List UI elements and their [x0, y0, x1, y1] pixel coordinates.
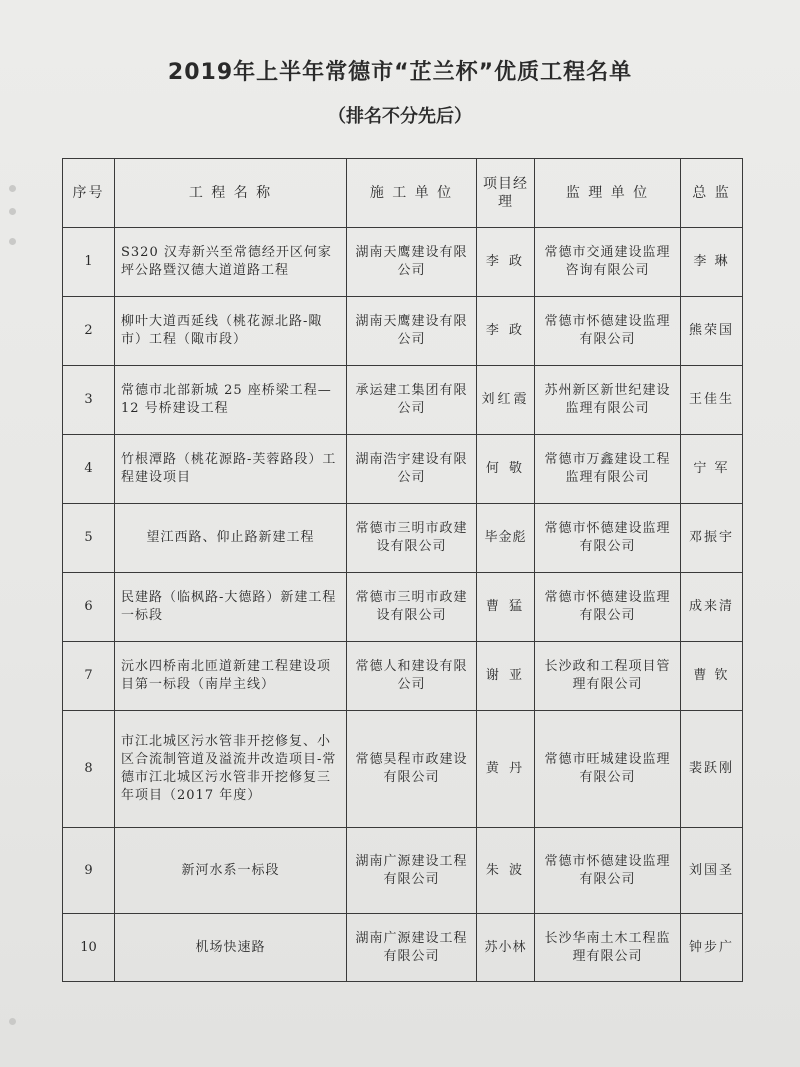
cell-no: 1 — [63, 228, 115, 297]
cell-supervision-unit: 常德市旺城建设监理有限公司 — [535, 711, 681, 828]
punch-hole-mark — [9, 185, 16, 192]
header-chief-supervisor: 总 监 — [681, 159, 743, 228]
header-project-name: 工 程 名 称 — [115, 159, 347, 228]
cell-project-name: 沅水四桥南北匝道新建工程建设项目第一标段（南岸主线） — [115, 642, 347, 711]
cell-construction-unit: 承运建工集团有限公司 — [347, 366, 477, 435]
cell-chief-supervisor: 刘国圣 — [681, 828, 743, 914]
cell-chief-supervisor: 曹 钦 — [681, 642, 743, 711]
cell-supervision-unit: 常德市怀德建设监理有限公司 — [535, 297, 681, 366]
table-row — [63, 573, 743, 642]
cell-chief-supervisor: 邓振宇 — [681, 504, 743, 573]
document-subtitle: （排名不分先后） — [328, 106, 472, 127]
punch-hole-mark — [9, 208, 16, 215]
table-row — [63, 642, 743, 711]
cell-chief-supervisor: 熊荣国 — [681, 297, 743, 366]
cell-supervision-unit: 长沙华南土木工程监理有限公司 — [535, 914, 681, 982]
cell-construction-unit: 常德市三明市政建设有限公司 — [347, 504, 477, 573]
cell-supervision-unit: 常德市怀德建设监理有限公司 — [535, 828, 681, 914]
cell-chief-supervisor: 成来清 — [681, 573, 743, 642]
cell-project-name: 新河水系一标段 — [115, 828, 347, 914]
cell-construction-unit: 常德市三明市政建设有限公司 — [347, 573, 477, 642]
cell-construction-unit: 湖南浩宇建设有限公司 — [347, 435, 477, 504]
cell-construction-unit: 湖南广源建设工程有限公司 — [347, 914, 477, 982]
cell-supervision-unit: 长沙政和工程项目管理有限公司 — [535, 642, 681, 711]
cell-project-manager: 谢 亚 — [477, 642, 535, 711]
punch-hole-mark — [9, 238, 16, 245]
header-no: 序号 — [63, 159, 115, 228]
cell-construction-unit: 湖南天鹰建设有限公司 — [347, 228, 477, 297]
cell-project-manager: 李 政 — [477, 228, 535, 297]
cell-project-name: 竹根潭路（桃花源路-芙蓉路段）工程建设项目 — [115, 435, 347, 504]
cell-no: 7 — [63, 642, 115, 711]
document-title: 2019年上半年常德市“芷兰杯”优质工程名单 — [167, 60, 633, 85]
cell-construction-unit: 常德昊程市政建设有限公司 — [347, 711, 477, 828]
cell-no: 6 — [63, 573, 115, 642]
table-row — [63, 228, 743, 297]
cell-no: 4 — [63, 435, 115, 504]
cell-supervision-unit: 苏州新区新世纪建设监理有限公司 — [535, 366, 681, 435]
cell-project-manager: 朱 波 — [477, 828, 535, 914]
cell-project-name: S320 汉寿新兴至常德经开区何家坪公路暨汉德大道道路工程 — [115, 228, 347, 297]
cell-no: 9 — [63, 828, 115, 914]
cell-project-manager: 刘红霞 — [477, 366, 535, 435]
cell-project-name: 民建路（临枫路-大德路）新建工程一标段 — [115, 573, 347, 642]
cell-supervision-unit: 常德市万鑫建设工程监理有限公司 — [535, 435, 681, 504]
cell-no: 3 — [63, 366, 115, 435]
cell-project-manager: 苏小林 — [477, 914, 535, 982]
cell-chief-supervisor: 王佳生 — [681, 366, 743, 435]
cell-project-name: 常德市北部新城 25 座桥梁工程—12 号桥建设工程 — [115, 366, 347, 435]
header-project-manager: 项目经理 — [477, 159, 535, 228]
header-supervision-unit: 监 理 单 位 — [535, 159, 681, 228]
cell-supervision-unit: 常德市交通建设监理咨询有限公司 — [535, 228, 681, 297]
cell-construction-unit: 湖南天鹰建设有限公司 — [347, 297, 477, 366]
punch-hole-mark — [9, 1018, 16, 1025]
cell-project-name: 机场快速路 — [115, 914, 347, 982]
cell-project-manager: 何 敬 — [477, 435, 535, 504]
cell-project-manager: 黄 丹 — [477, 711, 535, 828]
table-row — [63, 366, 743, 435]
cell-no: 2 — [63, 297, 115, 366]
cell-no: 5 — [63, 504, 115, 573]
header-construction-unit: 施 工 单 位 — [347, 159, 477, 228]
cell-chief-supervisor: 宁 军 — [681, 435, 743, 504]
cell-project-name: 柳叶大道西延线（桃花源北路-陬市）工程（陬市段） — [115, 297, 347, 366]
cell-supervision-unit: 常德市怀德建设监理有限公司 — [535, 504, 681, 573]
project-table — [62, 158, 743, 982]
table-header-row — [63, 159, 743, 228]
table-row — [63, 297, 743, 366]
cell-chief-supervisor: 裴跃刚 — [681, 711, 743, 828]
cell-project-manager: 毕金彪 — [477, 504, 535, 573]
cell-project-manager: 李 政 — [477, 297, 535, 366]
cell-project-name: 市江北城区污水管非开挖修复、小区合流制管道及溢流井改造项目-常德市江北城区污水管非开挖修复三年项目（2017 年度） — [115, 711, 347, 828]
cell-no: 8 — [63, 711, 115, 828]
cell-chief-supervisor: 李 琳 — [681, 228, 743, 297]
cell-no: 10 — [63, 914, 115, 982]
cell-chief-supervisor: 钟步广 — [681, 914, 743, 982]
table-row — [63, 504, 743, 573]
cell-construction-unit: 常德人和建设有限公司 — [347, 642, 477, 711]
table-row — [63, 914, 743, 982]
table-row — [63, 435, 743, 504]
cell-project-name: 望江西路、仰止路新建工程 — [115, 504, 347, 573]
table-row — [63, 828, 743, 914]
table-row — [63, 711, 743, 828]
cell-construction-unit: 湖南广源建设工程有限公司 — [347, 828, 477, 914]
cell-project-manager: 曹 猛 — [477, 573, 535, 642]
cell-supervision-unit: 常德市怀德建设监理有限公司 — [535, 573, 681, 642]
